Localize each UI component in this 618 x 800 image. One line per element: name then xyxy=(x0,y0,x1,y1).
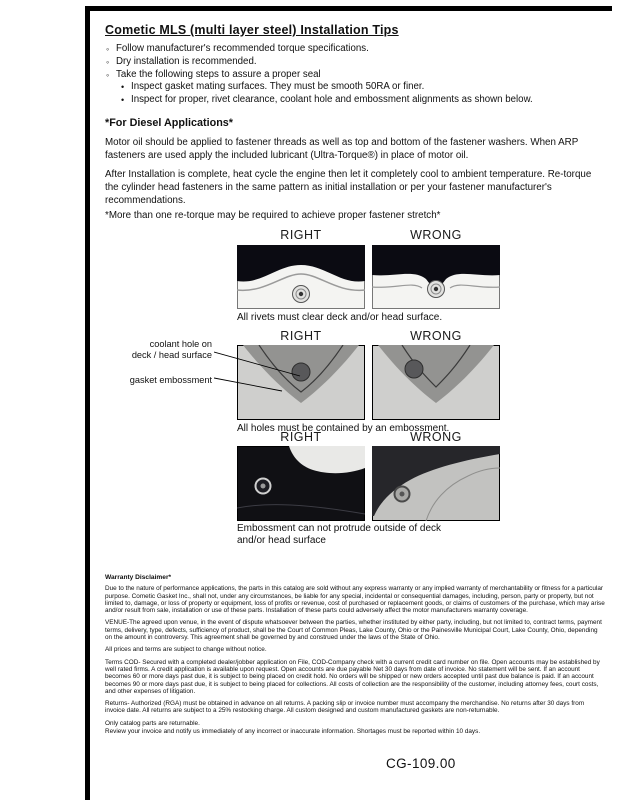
legal-paragraph: Terms COD- Secured with a completed dealer/jobber application on File, COD-Company check with a current credit card number on file. Open accounts may be established by well rated firms. A credit application is available upon request. Open accounts are due payable Net 30 days from date of invoice. No statement will be sent. If an account becomes 60 or more days past due, it is subject to being placed on credit hold. No orders will be shipped or new orders accepted until past due balance is paid. If an account becomes 90 or more days past due, it is subject to being placed for collections. All costs of collection are the responsibility of the customer, including attorney fees, court costs, and other expenses of litigation. xyxy=(105,658,600,695)
rivet-overlap-diagram xyxy=(372,245,500,309)
rivet-wrong-image xyxy=(372,245,500,309)
right-header: RIGHT xyxy=(280,430,322,444)
legal-paragraph: VENUE-The agreed upon venue, in the event of dispute whatsoever between the parties, whether instituted by either party, including, but not limited to, contract terms, payment terms, delivery, type, defects, sufficiency of product, shall be the Court of Common Pleas, Lake County, Ohio or the Painesville Municipal Court, Lake County, Ohio, depending on the amount in controversy. This agreement shall be governed by and construed under the laws of the State of Ohio. xyxy=(105,619,602,642)
embossment-right-image xyxy=(237,446,365,521)
diesel-paragraph: Motor oil should be applied to fastener threads as well as top and bottom of the fastener washers. When ARP fasteners are used apply the included lubricant (Ultra-Torque®) in place of motor oil. xyxy=(105,137,579,162)
wrong-header: WRONG xyxy=(410,329,462,343)
coolant-wrong-image xyxy=(372,345,500,420)
coolant-caption: All holes must be contained by an embossment. xyxy=(237,423,450,434)
coolant-hole-label xyxy=(116,339,212,360)
embossment-protruding-diagram xyxy=(372,446,500,521)
warranty-disclaimer-heading: Warranty Disclaimer* xyxy=(105,574,172,581)
legal-paragraph: Due to the nature of performance applications, the parts in this catalog are sold without any express warranty or any implied warranty of merchantability or fitness for a particular purpose. Cometic Gasket Inc., shall not, under any circumstances, be liable for any special, incidental or consequential damages, including, person, party or property, but not limited to, damage, or loss of property or equipment, loss of profits or revenue, cost of purchased or replacement goods, or claims of customers of the purchase, which may arise and/or result from sale, installation or use of these parts. Installation of these parts could adversely affect the motor manufacturers warranty coverage. xyxy=(105,585,605,615)
diesel-paragraph: After Installation is complete, heat cycle the engine then let it completely cool to ambient temperature. Re-torque the cylinder head fasteners in the same pattern as initial installation or per your fastener manufacturer's recommendations. xyxy=(105,169,592,207)
rivet-caption: All rivets must clear deck and/or head surface. xyxy=(237,312,443,323)
diesel-applications-heading: *For Diesel Applications* xyxy=(105,117,233,129)
legal-paragraph: Only catalog parts are returnable. xyxy=(105,719,200,727)
embossment-wrong-image xyxy=(372,446,500,521)
wrong-header: WRONG xyxy=(410,228,462,242)
catalog-code: CG-109.00 xyxy=(386,756,456,771)
installation-tips-list xyxy=(106,43,611,107)
legal-paragraph: Returns- Authorized (RGA) must be obtained in advance on all returns. A packing slip or invoice number must accompany the merchandise. No returns after 30 days from invoice date. All returns are subject to a 25% restocking charge. All custom designed and custom manufactured gaskets are non-returnable. xyxy=(105,700,585,715)
list-item: ◦ Take the following steps to assure a proper seal xyxy=(106,69,611,82)
legal-text-block xyxy=(105,574,605,740)
legal-paragraph: Review your invoice and notify us immediately of any incorrect or inaccurate information. Shortages must be reported within 10 days. xyxy=(105,728,481,736)
page-border-left xyxy=(85,6,90,800)
list-item: ◦ Dry installation is recommended. xyxy=(106,56,611,69)
rivet-right-image xyxy=(237,245,365,309)
rivet-clear-diagram xyxy=(237,245,365,309)
right-header: RIGHT xyxy=(280,228,322,242)
gasket-embossment-label: gasket embossment xyxy=(129,375,212,385)
pointer-lines xyxy=(214,344,306,396)
coolant-hole-label-line1: coolant hole on xyxy=(149,339,212,349)
coolant-hole-label-line2: deck / head surface xyxy=(131,349,212,360)
page-border-top xyxy=(85,6,612,11)
hole-uncontained-diagram xyxy=(372,345,500,420)
embossment-caption: Embossment can not protrude outside of deck and/or head surface xyxy=(237,523,442,546)
retorque-note: *More than one re-torque may be required to achieve proper fastener stretch* xyxy=(105,210,441,221)
list-item: • Inspect gasket mating surfaces. They must be smooth 50RA or finer. xyxy=(121,81,611,94)
list-item: • Inspect for proper, rivet clearance, coolant hole and embossment alignments as shown below. xyxy=(121,94,611,107)
right-header: RIGHT xyxy=(280,329,322,343)
list-item: ◦ Follow manufacturer's recommended torque specifications. xyxy=(106,43,611,56)
wrong-header: WRONG xyxy=(410,430,462,444)
legal-paragraph: All prices and terms are subject to change without notice. xyxy=(105,646,267,654)
embossment-inside-diagram xyxy=(237,446,365,521)
page-title: Cometic MLS (multi layer steel) Installation Tips xyxy=(105,23,399,37)
